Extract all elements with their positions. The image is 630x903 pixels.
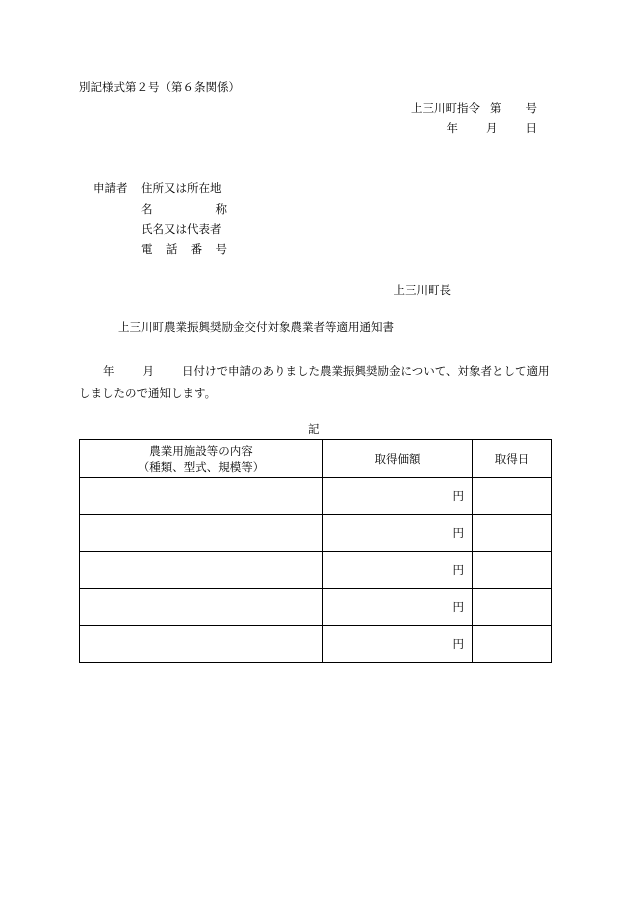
header-content: 農業用施設等の内容 （種類、型式、規模等） <box>80 440 323 478</box>
body-year: 年 <box>103 364 115 378</box>
date-cell <box>473 626 552 663</box>
applicant-phone-label <box>141 242 227 256</box>
applicant-heading: 申請者 <box>93 181 128 195</box>
date-cell <box>473 552 552 589</box>
amount-cell: 円 <box>323 626 473 663</box>
content-cell <box>80 626 323 663</box>
phone-char: 話 <box>165 242 178 256</box>
body-paragraph <box>79 360 551 404</box>
table-row <box>80 478 552 515</box>
table-row <box>80 515 552 552</box>
number-go: 号 <box>525 101 537 115</box>
phone-char: 号 <box>215 242 227 256</box>
header-date: 取得日 <box>473 440 552 478</box>
amount-cell: 円 <box>323 478 473 515</box>
body-month: 月 <box>142 364 154 378</box>
date-year: 年 <box>446 121 458 135</box>
document-date <box>447 121 538 135</box>
date-cell <box>473 515 552 552</box>
document-number <box>411 101 537 115</box>
document-prefix: 上三川町指令 <box>411 101 480 115</box>
date-day: 日 <box>525 121 537 135</box>
name-char: 名 <box>141 202 153 216</box>
date-month: 月 <box>486 121 498 135</box>
body-text: 日付けで申請のありました農業振興奨励金について、対象者として適用しましたので通知します。 <box>79 364 550 400</box>
ki-label: 記 <box>308 422 320 436</box>
items-table <box>79 439 552 663</box>
issuer-mayor: 上三川町長 <box>393 283 451 297</box>
content-cell <box>80 589 323 626</box>
amount-cell: 円 <box>323 515 473 552</box>
name-char: 称 <box>215 202 227 216</box>
table-header-row <box>80 440 552 478</box>
header-amount: 取得価額 <box>323 440 473 478</box>
date-cell <box>473 589 552 626</box>
table-row <box>80 552 552 589</box>
date-cell <box>473 478 552 515</box>
table-row <box>80 589 552 626</box>
content-cell <box>80 478 323 515</box>
applicant-name-label <box>141 202 227 216</box>
amount-cell: 円 <box>323 589 473 626</box>
document-title: 上三川町農業振興奨励金交付対象農業者等適用通知書 <box>118 320 394 334</box>
content-cell <box>80 515 323 552</box>
form-label: 別記様式第２号（第６条関係） <box>79 80 240 94</box>
number-dai: 第 <box>490 101 502 115</box>
phone-char: 番 <box>190 242 203 256</box>
amount-cell: 円 <box>323 552 473 589</box>
content-cell <box>80 552 323 589</box>
applicant-representative-label: 氏名又は代表者 <box>141 222 222 236</box>
table-row <box>80 626 552 663</box>
phone-char: 電 <box>141 242 153 256</box>
applicant-address-label: 住所又は所在地 <box>141 181 222 195</box>
